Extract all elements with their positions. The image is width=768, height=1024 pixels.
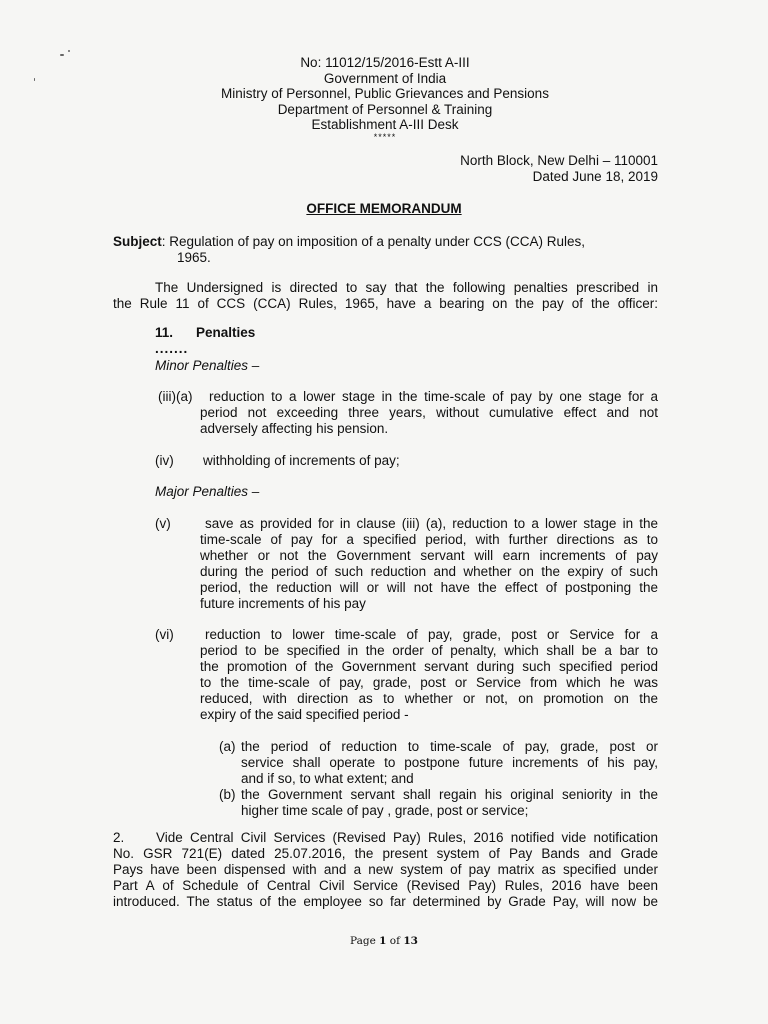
- minor-penalties-heading: Minor Penalties –: [155, 358, 260, 373]
- subclause-label-a: (a): [219, 739, 236, 754]
- page-number: 1: [379, 935, 387, 947]
- subclause-b-line: the Government servant shall regain his original seniority in the: [241, 787, 658, 802]
- subclause-label-b: (b): [219, 787, 236, 802]
- subclause-a-line: the period of reduction to time-scale of pay, grade, post or: [241, 739, 658, 754]
- clause-v-line: save as provided for in clause (iii) (a), reduction to a lower stage in the: [205, 516, 658, 531]
- rule-number: 11.: [155, 325, 174, 340]
- para-number-2: 2.: [113, 830, 125, 845]
- ministry-name: Ministry of Personnel, Public Grievances and Pensions: [221, 86, 549, 101]
- clause-vi-line: the promotion of the Government servant during such specified period: [200, 659, 658, 674]
- clause-vi-line: expiry of the said specified period -: [200, 707, 409, 722]
- document-title: OFFICE MEMORANDUM: [306, 201, 462, 216]
- clause-label-iii-a: (iii)(a): [158, 389, 193, 404]
- clause-v-line: future increments of his pay: [200, 596, 366, 611]
- clause-v-line: period, the reduction will or will not have the effect of postponing the: [200, 580, 658, 595]
- page-total: 13: [403, 935, 418, 947]
- scan-speck: [68, 50, 70, 52]
- clause-vi-line: reduction to lower time-scale of pay, grade, post or Service for a: [205, 627, 658, 642]
- desk-name: Establishment A-III Desk: [311, 117, 459, 132]
- para2-line: Vide Central Civil Services (Revised Pay) Rules, 2016 notified vide notification: [156, 830, 658, 845]
- memo-date: Dated June 18, 2019: [532, 169, 658, 184]
- subject-line-2: 1965.: [177, 250, 211, 265]
- clause-v-line: during the period of such reduction and whether on the expiry of such: [200, 564, 658, 579]
- of-word: of: [389, 935, 401, 947]
- address-place: North Block, New Delhi – 110001: [460, 153, 658, 168]
- rule-dots: .......: [155, 341, 189, 356]
- header-block: [185, 55, 585, 142]
- clause-iii-a-line: reduction to a lower stage in the time-scale of pay by one stage for a: [209, 389, 658, 404]
- rule-heading: Penalties: [196, 325, 256, 340]
- address-block: [460, 153, 658, 185]
- page-word: Page: [350, 935, 376, 947]
- subclause-a-line: and if so, to what extent; and: [241, 771, 414, 786]
- clause-label-vi: (vi): [155, 627, 174, 642]
- subject-line: [113, 234, 658, 250]
- clause-vi-line: reduced, with direction as to whether or not, on promotion on the: [200, 691, 658, 706]
- clause-iii-a-line: period not exceeding three years, without cumulative effect and not: [200, 405, 658, 420]
- subclause-a-line: service shall operate to postpone future increments of his pay,: [241, 755, 658, 770]
- para2-line: introduced. The status of the employee so far determined by Grade Pay, will now be: [113, 894, 658, 909]
- header-stars: *****: [373, 131, 397, 142]
- clause-vi-line: period to be specified in the order of penalty, which shall be a bar to: [200, 643, 658, 658]
- clause-v-line: whether or not the Government servant will earn increments of pay: [200, 548, 658, 563]
- major-penalties-heading: Major Penalties –: [155, 484, 260, 499]
- subclause-b-line: higher time scale of pay , grade, post or service;: [241, 803, 529, 818]
- page-footer: [0, 935, 768, 947]
- subject-label: Subject: [113, 234, 162, 249]
- memo-number: No: 11012/15/2016-Estt A-III: [300, 55, 470, 70]
- clause-v-line: time-scale of pay for a specified period, with further directions as to: [200, 532, 658, 547]
- clause-iv-line: withholding of increments of pay;: [203, 453, 400, 468]
- scan-speck: [60, 54, 64, 56]
- intro-line-2: the Rule 11 of CCS (CCA) Rules, 1965, have a bearing on the pay of the officer:: [113, 296, 658, 311]
- department-name: Department of Personnel & Training: [277, 101, 493, 117]
- para2-line: Part A of Schedule of Central Civil Service (Revised Pay) Rules, 2016 have been: [113, 878, 658, 893]
- para2-line: No. GSR 721(E) dated 25.07.2016, the present system of Pay Bands and Grade: [113, 846, 658, 861]
- clause-label-v: (v): [155, 516, 171, 531]
- clause-iii-a-line: adversely affecting his pension.: [200, 421, 389, 436]
- clause-label-iv: (iv): [155, 453, 174, 468]
- clause-vi-line: to the time-scale of pay, grade, post or Service from which he was: [200, 675, 658, 690]
- government-name: Government of India: [323, 70, 447, 86]
- subject-text: : Regulation of pay on imposition of a penalty under CCS (CCA) Rules,: [161, 234, 585, 249]
- intro-line-1: The Undersigned is directed to say that the following penalties prescribed in: [155, 280, 658, 295]
- para2-line: Pays have been dispensed with and a new system of pay matrix as specified under: [113, 862, 658, 877]
- scan-speck: [34, 78, 35, 81]
